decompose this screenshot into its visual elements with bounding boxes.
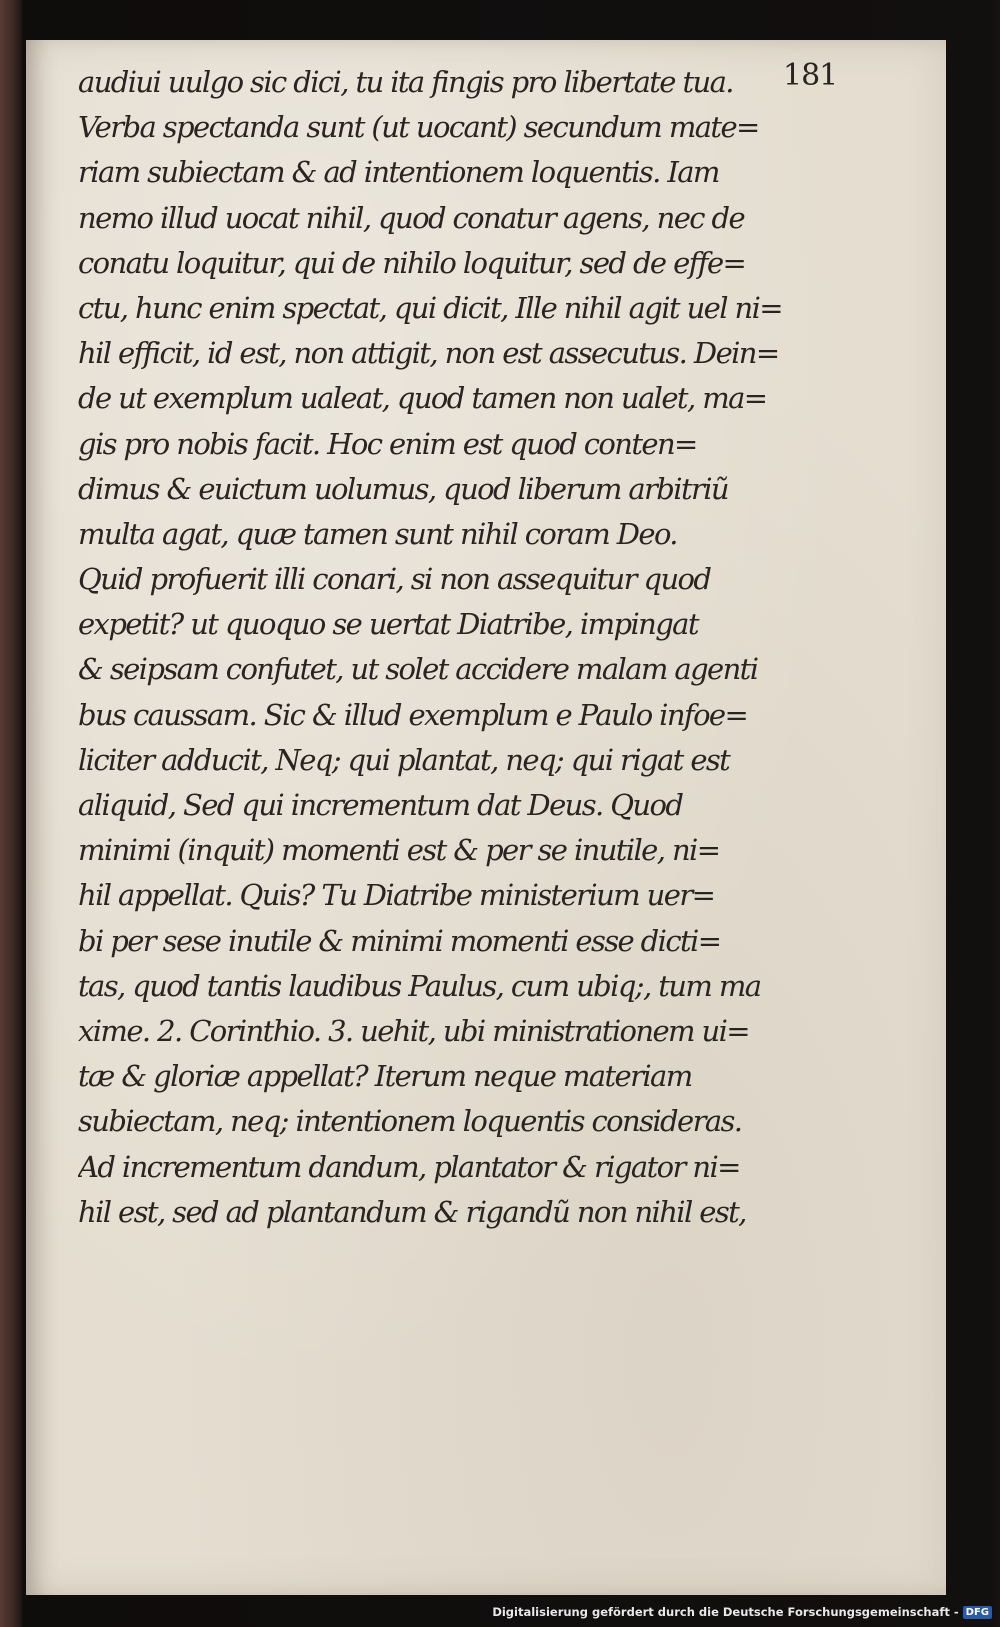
text-line: audiui uulgo sic dici, tu ita fingis pro libertate tua. — [78, 65, 733, 99]
text-line: liciter adducit, Neq; qui plantat, neq; qui rigat est — [78, 742, 730, 777]
body-text — [78, 60, 798, 1235]
text-line: hil appellat. Quis? Tu Diatribe ministerium uer= — [78, 878, 715, 913]
text-line: hil est, sed ad plantandum & rigandũ non nihil est, — [78, 1194, 746, 1229]
page-number: 181 — [783, 58, 838, 93]
text-line: xime. 2. Corinthio. 3. uehit, ubi ministrationem ui= — [78, 1013, 749, 1048]
dfg-logo: DFG — [963, 1606, 992, 1619]
text-line: hil efficit, id est, non attigit, non est assecutus. Dein= — [78, 336, 779, 371]
text-line: gis pro nobis facit. Hoc enim est quod conten= — [78, 426, 697, 461]
text-line: & seipsam confutet, ut solet accidere malam agenti — [78, 652, 758, 687]
text-line: Quid profuerit illi conari, si non assequitur quod — [78, 562, 711, 597]
text-line: nemo illud uocat nihil, quod conatur agens, nec de — [78, 200, 745, 235]
text-line: Ad incrementum dandum, plantator & rigator ni= — [78, 1149, 740, 1184]
text-line: dimus & euictum uolumus, quod liberum arbitriũ — [78, 471, 729, 506]
text-line: minimi (inquit) momenti est & per se inutile, ni= — [78, 833, 720, 868]
text-line: bus caussam. Sic & illud exemplum e Paulo infoe= — [78, 697, 748, 732]
text-line: multa agat, quæ tamen sunt nihil coram Deo. — [78, 516, 677, 551]
text-line: tas, quod tantis laudibus Paulus, cum ubiq;, tum ma — [78, 968, 761, 1003]
text-line: aliquid, Sed qui incrementum dat Deus. Quod — [78, 788, 683, 822]
text-line: tæ & gloriæ appellat? Iterum neque materiam — [78, 1059, 692, 1094]
book-binding-edge — [0, 0, 22, 1627]
book-page — [26, 40, 946, 1595]
funding-credit-text: Digitalisierung gefördert durch die Deutsche Forschungsgemeinschaft - — [492, 1605, 959, 1619]
text-line: Verba spectanda sunt (ut uocant) secundum mate= — [78, 110, 759, 145]
text-line: conatu loquitur, qui de nihilo loquitur, sed de effe= — [78, 245, 746, 280]
text-line: expetit? ut quoquo se uertat Diatribe, impingat — [78, 607, 698, 642]
text-line: bi per sese inutile & minimi momenti esse dicti= — [78, 923, 721, 958]
text-line: subiectam, neq; intentionem loquentis consideras. — [78, 1104, 742, 1139]
text-line: ctu, hunc enim spectat, qui dicit, Ille nihil agit uel ni= — [78, 290, 782, 325]
digitization-credit — [492, 1602, 992, 1622]
text-line: riam subiectam & ad intentionem loquentis. Iam — [78, 155, 719, 190]
text-line: de ut exemplum ualeat, quod tamen non ualet, ma= — [78, 381, 767, 416]
